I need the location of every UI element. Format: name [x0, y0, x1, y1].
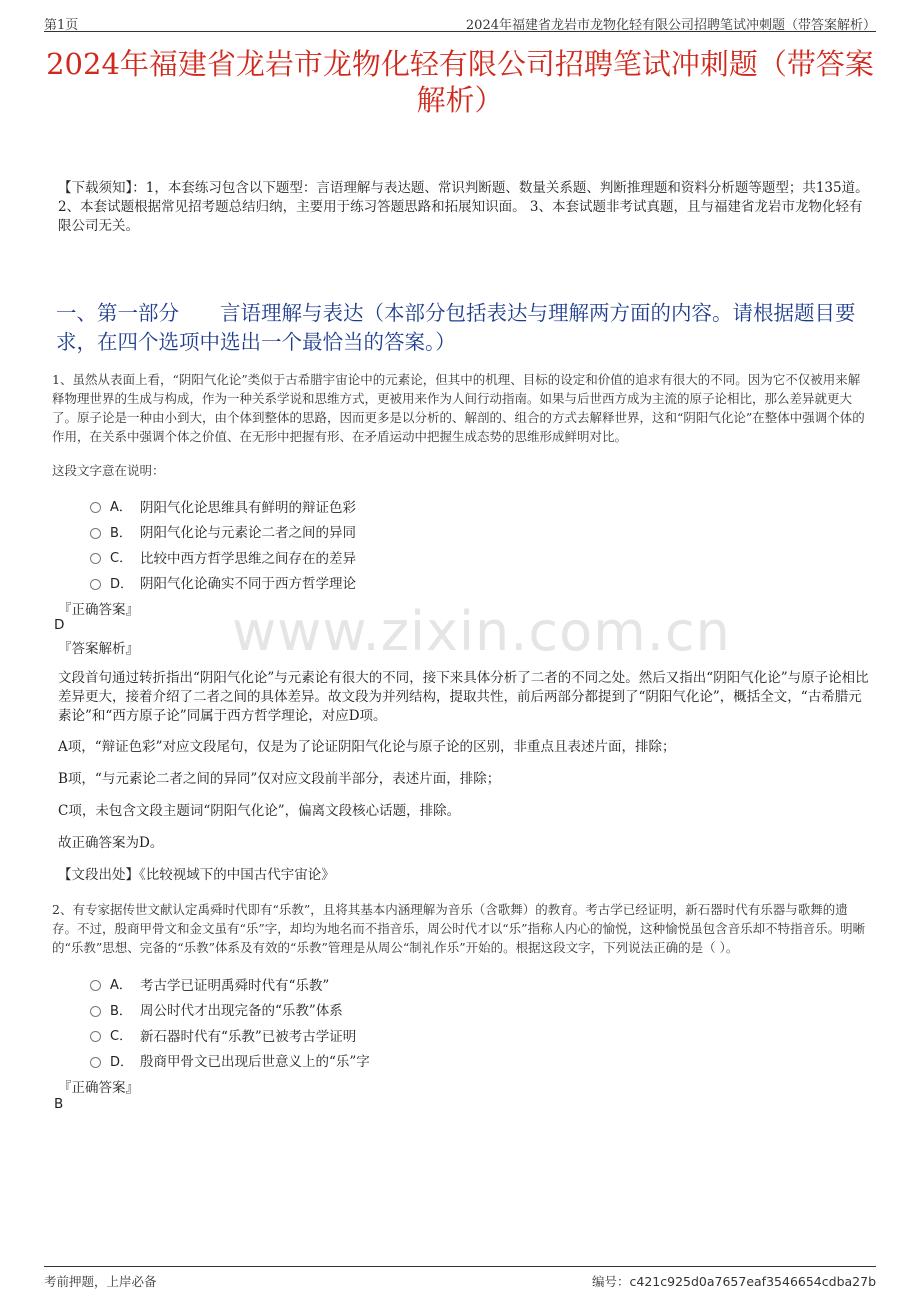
question-2-options — [90, 971, 790, 1073]
radio-icon[interactable] — [90, 1006, 101, 1017]
footer-slogan: 考前押题，上岸必备 — [44, 1274, 157, 1289]
header-doc-title: 2024年福建省龙岩市龙物化轻有限公司招聘笔试冲刺题（带答案解析） — [465, 18, 876, 33]
document-title: 2024年福建省龙岩市龙物化轻有限公司招聘笔试冲刺题（带答案解析） — [46, 47, 874, 117]
page-header — [44, 10, 876, 32]
option-letter: B． — [110, 525, 132, 541]
radio-icon[interactable] — [90, 579, 101, 590]
option-letter: A． — [110, 978, 132, 994]
analysis-paragraph: A项，“辩证色彩”对应文段尾句，仅是为了论证阴阳气化论与原子论的区别，非重点且表述片面，排除； — [58, 739, 676, 755]
option-text: 阴阳气化论确实不同于西方哲学理论 — [140, 576, 356, 593]
analysis-label: 『答案解析』 — [58, 641, 139, 657]
page-number: 第1页 — [44, 18, 79, 33]
question-1-text: 1、虽然从表面上看，“阴阳气化论”类似于古希腊宇宙论中的元素论，但其中的机理、目标的设定和价值的追求有很大的不同。因为它不仅被用来解释物理世界的生成与构成，作为一种关系学说和思维方式，更被用来作为人间行动指南。如果与后世西方成为主流的原子论相比，那么差异就更大了。原子论是一种由小到大，由个体到整体的思路，因而更多是以分析的、解剖的、组合的方式去解释世界，这和“阴阳气化论”在整体中强调个体的作用，在关系中强调个体之价值、在无形中把握有形、在矛盾运动中把握生成态势的思维形成鲜明对比。 — [52, 372, 865, 444]
watermark: www.zixin.com.cn — [232, 600, 731, 663]
answer-label: 『正确答案』 — [58, 1080, 139, 1096]
option-text: 新石器时代有“乐教”已被考古学证明 — [140, 1028, 357, 1045]
option-b[interactable] — [90, 997, 790, 1023]
option-text: 比较中西方哲学思维之间存在的差异 — [140, 550, 356, 567]
option-letter: D． — [110, 576, 134, 592]
answer-value: B — [54, 1096, 64, 1112]
analysis-paragraph: 文段首句通过转折指出“阴阳气化论”与元素论有很大的不同，接下来具体分析了二者的不同之处。然后又指出“阴阳气化论”与原子论相比差异更大，接着介绍了二者之间的具体差异。故文段为并列结构，提取共性，前后两部分都提到了“阴阳气化论”，概括全文，“古希腊元素论”和“西方原子论”同属于西方哲学理论，对应D项。 — [58, 670, 869, 724]
footer-code-label: 编号： — [592, 1274, 630, 1289]
option-c[interactable] — [90, 544, 790, 570]
question-2-text: 2、有专家据传世文献认定禹舜时代即有“乐教”，且将其基本内涵理解为音乐（含歌舞）的教育。考古学已经证明，新石器时代有乐器与歌舞的遗存。不过，殷商甲骨文和金文虽有“乐”字，却均为地名而不指音乐，周公时代才以“乐”指称人内心的愉悦，这种愉悦虽包含音乐却不特指音乐。明晰的“乐教”思想、完备的“乐教”体系及有效的“乐教”管理是从周公“制礼作乐”开始的。根据这段文字，下列说法正确的是（ ）。 — [52, 902, 866, 955]
option-d[interactable] — [90, 1048, 790, 1074]
radio-icon[interactable] — [90, 980, 101, 991]
section-heading: 一、第一部分 言语理解与表达（本部分包括表达与理解两方面的内容。请根据题目要求，在四个选项中选出一个最恰当的答案。） — [56, 301, 856, 354]
option-letter: C． — [110, 551, 133, 567]
analysis-paragraph: B项，“与元素论二者之间的异同”仅对应文段前半部分，表述片面，排除； — [58, 771, 501, 787]
download-notice: 【下载须知】：1，本套练习包含以下题型：言语理解与表达题、常识判断题、数量关系题、判断推理题和资料分析题等题型；共135道。 2、本套试题根据常见招考题总结归纳，主要用于练习答题思路和拓展知识面。 3、本套试题非考试真题，且与福建省龙岩市龙物化轻有限公司无关。 — [58, 180, 869, 234]
radio-icon[interactable] — [90, 502, 101, 513]
option-letter: B． — [110, 1003, 132, 1019]
radio-icon[interactable] — [90, 1057, 101, 1068]
question-1-prompt: 这段文字意在说明： — [52, 463, 165, 478]
option-c[interactable] — [90, 1022, 790, 1048]
option-text: 殷商甲骨文已出现后世意义上的“乐”字 — [140, 1054, 370, 1071]
option-letter: C． — [110, 1029, 133, 1045]
radio-icon[interactable] — [90, 553, 101, 564]
option-letter: A． — [110, 500, 132, 516]
radio-icon[interactable] — [90, 528, 101, 539]
option-text: 阴阳气化论思维具有鲜明的辩证色彩 — [140, 499, 356, 516]
question-1-options — [90, 493, 790, 595]
option-a[interactable] — [90, 493, 790, 519]
option-a[interactable] — [90, 971, 790, 997]
footer-code-value: c421c925d0a7657eaf3546654cdba27b — [629, 1274, 876, 1289]
answer-value: D — [54, 617, 65, 633]
option-b[interactable] — [90, 519, 790, 545]
option-text: 阴阳气化论与元素论二者之间的异同 — [140, 525, 356, 542]
analysis-paragraph: C项，未包含文段主题词“阴阳气化论”，偏离文段核心话题，排除。 — [58, 803, 461, 819]
page-footer — [44, 1266, 876, 1290]
option-d[interactable] — [90, 570, 790, 596]
option-text: 周公时代才出现完备的“乐教”体系 — [140, 1003, 343, 1020]
source-citation: 【文段出处】《比较视域下的中国古代宇宙论》 — [58, 867, 335, 883]
radio-icon[interactable] — [90, 1031, 101, 1042]
option-letter: D． — [110, 1054, 134, 1070]
footer-code — [592, 1272, 876, 1290]
analysis-conclusion: 故正确答案为D。 — [58, 835, 164, 851]
answer-label: 『正确答案』 — [58, 602, 139, 618]
option-text: 考古学已证明禹舜时代有“乐教” — [140, 977, 330, 994]
